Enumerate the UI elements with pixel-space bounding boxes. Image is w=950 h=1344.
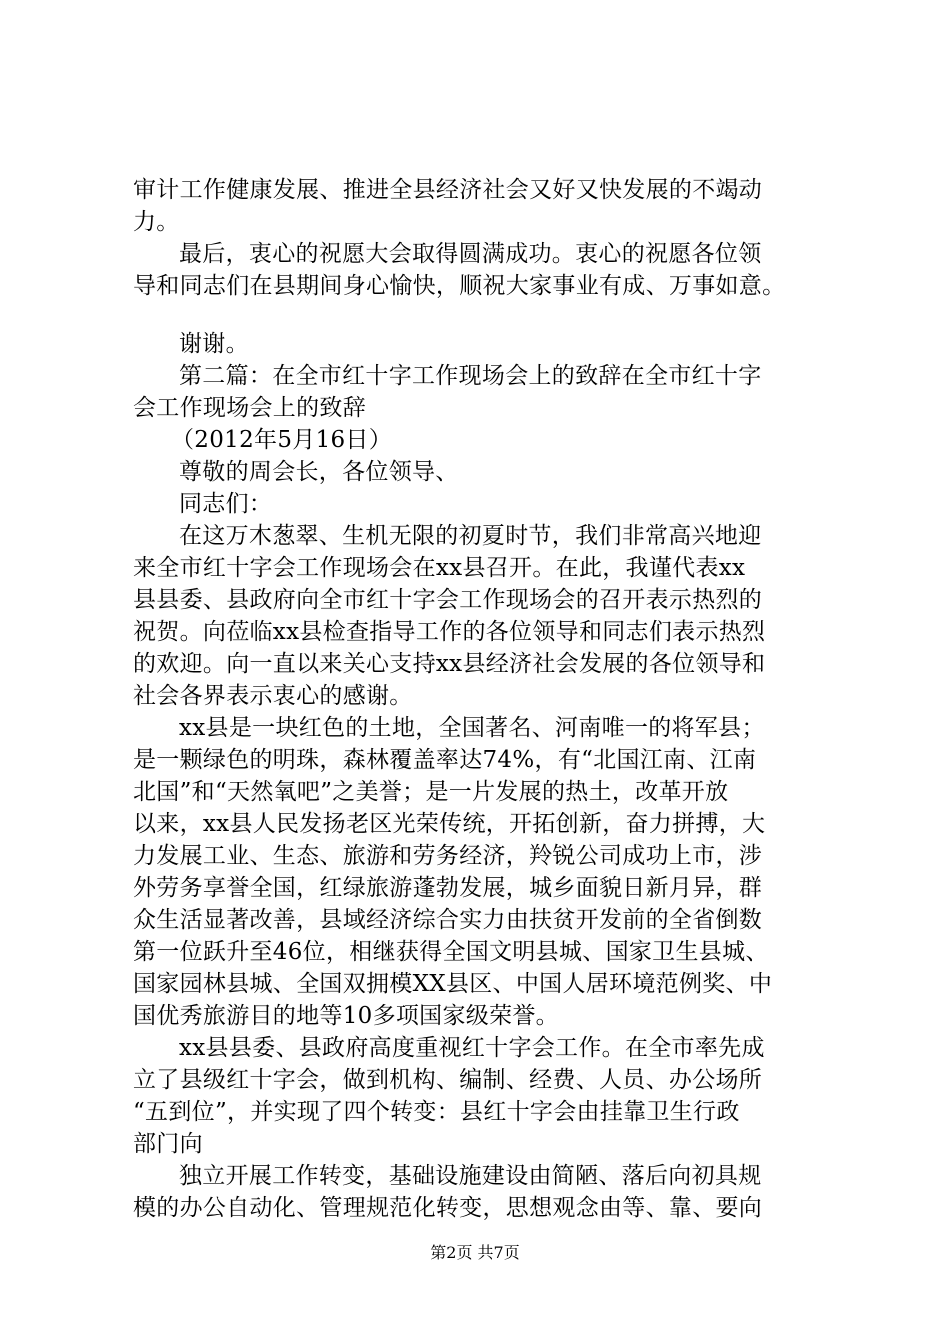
section-heading: 第二篇：在全市红十字工作现场会上的致辞在全市红十字 <box>179 363 762 389</box>
text-line: 众生活显著改善，县域经济综合实力由扶贫开发前的全省倒数 <box>133 907 763 933</box>
text-line: “五到位”，并实现了四个转变：县红十字会由挂靠卫生行政 <box>133 1099 740 1125</box>
text-line: 立了县级红十字会，做到机构、编制、经费、人员、办公场所 <box>133 1067 763 1093</box>
speech-date: （2012年5月16日） <box>171 427 393 453</box>
text-line: 北国”和“天然氧吧”之美誉；是一片发展的热土，改革开放 <box>133 779 729 805</box>
text-line: 社会各界表示衷心的感谢。 <box>133 683 413 709</box>
text-line: 力发展工业、生态、旅游和劳务经济，羚锐公司成功上市，涉 <box>133 843 763 869</box>
text-line: 国家园林县城、全国双拥模XX县区、中国人居环境范例奖、中 <box>133 971 773 997</box>
text-line: 独立开展工作转变，基础设施建设由简陋、落后向初具规 <box>179 1163 762 1189</box>
text-line: 力。 <box>133 209 180 235</box>
section-heading: 会工作现场会上的致辞 <box>133 395 366 421</box>
text-line: 模的办公自动化、管理规范化转变，思想观念由等、靠、要向 <box>133 1195 763 1221</box>
text-line: xx县是一块红色的土地，全国著名、河南唯一的将军县； <box>179 715 765 741</box>
salutation: 同志们： <box>179 491 273 517</box>
text-line: 审计工作健康发展、推进全县经济社会又好又快发展的不竭动 <box>133 177 763 203</box>
paragraph-spacer <box>133 302 833 328</box>
text-line: 谢谢。 <box>179 331 249 357</box>
text-line: 祝贺。向莅临xx县检查指导工作的各位领导和同志们表示热烈 <box>133 619 766 645</box>
document-body <box>133 174 833 1224</box>
text-line: 外劳务享誉全国，红绿旅游蓬勃发展，城乡面貌日新月异，群 <box>133 875 763 901</box>
page-footer: 第2页 共7页 <box>430 1243 520 1262</box>
text-line: 县县委、县政府向全市红十字会工作现场会的召开表示热烈的 <box>133 587 763 613</box>
text-line: 导和同志们在县期间身心愉快，顺祝大家事业有成、万事如意。 <box>133 273 786 299</box>
text-line: 国优秀旅游目的地等10多项国家级荣誉。 <box>133 1003 559 1029</box>
text-line: 第一位跃升至46位，相继获得全国文明县城、国家卫生县城、 <box>133 939 769 965</box>
salutation: 尊敬的周会长，各位领导、 <box>179 459 459 485</box>
text-line: 以来，xx县人民发扬老区光荣传统，开拓创新，奋力拼搏，大 <box>133 811 766 837</box>
text-line: xx县县委、县政府高度重视红十字会工作。在全市率先成 <box>179 1035 765 1061</box>
text-line: 最后，衷心的祝愿大会取得圆满成功。衷心的祝愿各位领 <box>179 241 762 267</box>
text-line: 在这万木葱翠、生机无限的初夏时节，我们非常高兴地迎 <box>179 523 762 549</box>
text-line: 的欢迎。向一直以来关心支持xx县经济社会发展的各位领导和 <box>133 651 766 677</box>
text-line: 来全市红十字会工作现场会在xx县召开。在此，我谨代表xx <box>133 555 746 581</box>
text-line: 是一颗绿色的明珠，森林覆盖率达74%，有“北国江南、江南 <box>133 747 757 773</box>
text-line: 部门向 <box>133 1131 203 1157</box>
